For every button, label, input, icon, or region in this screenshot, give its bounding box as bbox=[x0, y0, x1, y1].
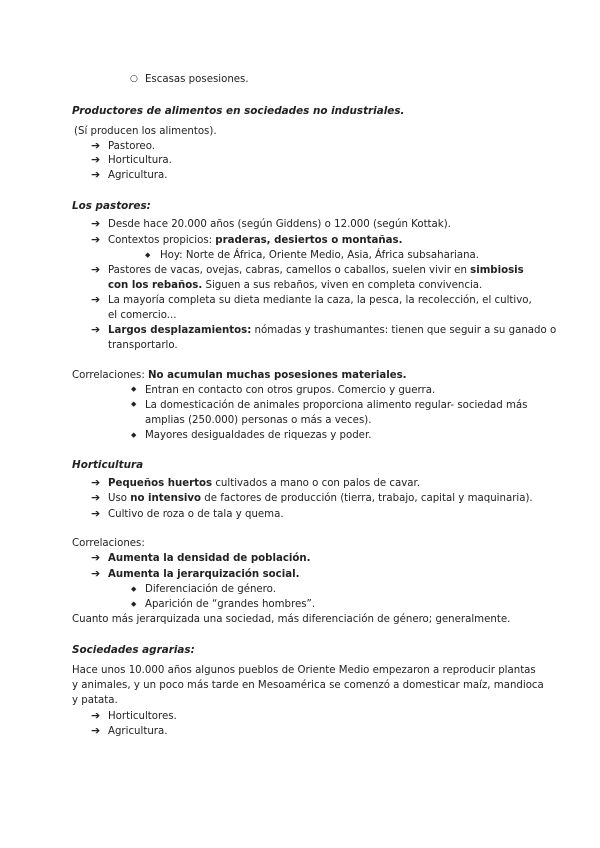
list-item: Agricultura. bbox=[108, 726, 168, 737]
arrow-icon: ➔ bbox=[91, 323, 101, 336]
pastores-b2-sub: Hoy: Norte de África, Oriente Medio, Asia, África subsahariana. bbox=[160, 250, 480, 261]
pastores-b5-l1: Largos desplazamientos: nómadas y trashumantes: tienen que seguir a su ganado o bbox=[108, 325, 557, 336]
correlaciones-2-b1: Aumenta la densidad de población. bbox=[108, 553, 311, 564]
agrarias-p-l2: y animales, y un poco más tarde en Mesoamérica se comenzó a domesticar maíz, mandioca bbox=[72, 680, 544, 691]
arrow-icon: ➔ bbox=[91, 551, 101, 564]
heading-pastores: Los pastores: bbox=[72, 200, 151, 212]
arrow-icon: ➔ bbox=[91, 476, 101, 489]
agrarias-p-l1: Hace unos 10.000 años algunos pueblos de Oriente Medio empezaron a reproducir plantas bbox=[72, 665, 536, 676]
horticultura-b1: Pequeños huertos cultivados a mano o con palos de cavar. bbox=[108, 478, 421, 489]
arrow-icon: ➔ bbox=[91, 567, 101, 580]
arrow-icon: ➔ bbox=[91, 139, 101, 152]
correlaciones-2-b2: Aumenta la jerarquización social. bbox=[108, 569, 300, 580]
diamond-bullet-icon: ◆ bbox=[131, 600, 137, 608]
arrow-icon: ➔ bbox=[91, 709, 101, 722]
diamond-bullet-icon: ◆ bbox=[131, 431, 137, 439]
intro-item: Escasas posesiones. bbox=[145, 74, 249, 85]
arrow-icon: ➔ bbox=[91, 168, 101, 181]
productores-note: (Sí producen los alimentos). bbox=[74, 126, 217, 137]
correlaciones-1: Correlaciones: No acumulan muchas posesiones materiales. bbox=[72, 370, 407, 381]
pastores-b1: Desde hace 20.000 años (según Giddens) o 12.000 (según Kottak). bbox=[108, 219, 451, 230]
list-item: Pastoreo. bbox=[108, 141, 155, 152]
circle-bullet-icon: ○ bbox=[130, 74, 138, 84]
horticultura-b2: Uso no intensivo de factores de producción (tierra, trabajo, capital y maquinaria). bbox=[108, 493, 533, 504]
diamond-bullet-icon: ◆ bbox=[131, 585, 137, 593]
list-item: Horticultores. bbox=[108, 711, 177, 722]
pastores-b4-l1: La mayoría completa su dieta mediante la caza, la pesca, la recolección, el cultivo, bbox=[108, 295, 532, 306]
correlaciones-1-s2-l2: amplias (250.000) personas o más a veces). bbox=[145, 415, 372, 426]
correlaciones-2-s2: Aparición de “grandes hombres”. bbox=[145, 599, 316, 610]
pastores-b3-l2: con los rebaños. Siguen a sus rebaños, viven en completa convivencia. bbox=[108, 280, 483, 291]
correlaciones-2-s1: Diferenciación de género. bbox=[145, 584, 276, 595]
diamond-bullet-icon: ◆ bbox=[145, 251, 151, 259]
heading-productores: Productores de alimentos en sociedades no industriales. bbox=[72, 105, 405, 117]
agrarias-p-l3: y patata. bbox=[72, 695, 118, 706]
horticultura-b3: Cultivo de roza o de tala y quema. bbox=[108, 509, 284, 520]
arrow-icon: ➔ bbox=[91, 293, 101, 306]
heading-agrarias: Sociedades agrarias: bbox=[72, 644, 195, 656]
arrow-icon: ➔ bbox=[91, 263, 101, 276]
arrow-icon: ➔ bbox=[91, 217, 101, 230]
arrow-icon: ➔ bbox=[91, 507, 101, 520]
list-item: Agricultura. bbox=[108, 170, 168, 181]
arrow-icon: ➔ bbox=[91, 153, 101, 166]
list-item: Horticultura. bbox=[108, 155, 172, 166]
heading-horticultura: Horticultura bbox=[72, 459, 144, 471]
arrow-icon: ➔ bbox=[91, 491, 101, 504]
correlaciones-1-s1: Entran en contacto con otros grupos. Comercio y guerra. bbox=[145, 385, 436, 396]
pastores-b3-l1: Pastores de vacas, ovejas, cabras, camellos o caballos, suelen vivir en simbiosis bbox=[108, 265, 524, 276]
arrow-icon: ➔ bbox=[91, 724, 101, 737]
correlaciones-2-label: Correlaciones: bbox=[72, 538, 145, 549]
pastores-b5-l2: transportarlo. bbox=[108, 340, 178, 351]
pastores-b2: Contextos propicios: praderas, desiertos o montañas. bbox=[108, 235, 403, 246]
correlaciones-1-s2-l1: La domesticación de animales proporciona alimento regular- sociedad más bbox=[145, 400, 528, 411]
correlaciones-1-s3: Mayores desigualdades de riquezas y poder. bbox=[145, 430, 372, 441]
diamond-bullet-icon: ◆ bbox=[131, 400, 137, 408]
pastores-b4-l2: el comercio... bbox=[108, 310, 177, 321]
correlaciones-2-closing: Cuanto más jerarquizada una sociedad, más diferenciación de género; generalmente. bbox=[72, 614, 511, 625]
arrow-icon: ➔ bbox=[91, 233, 101, 246]
diamond-bullet-icon: ◆ bbox=[131, 385, 137, 393]
